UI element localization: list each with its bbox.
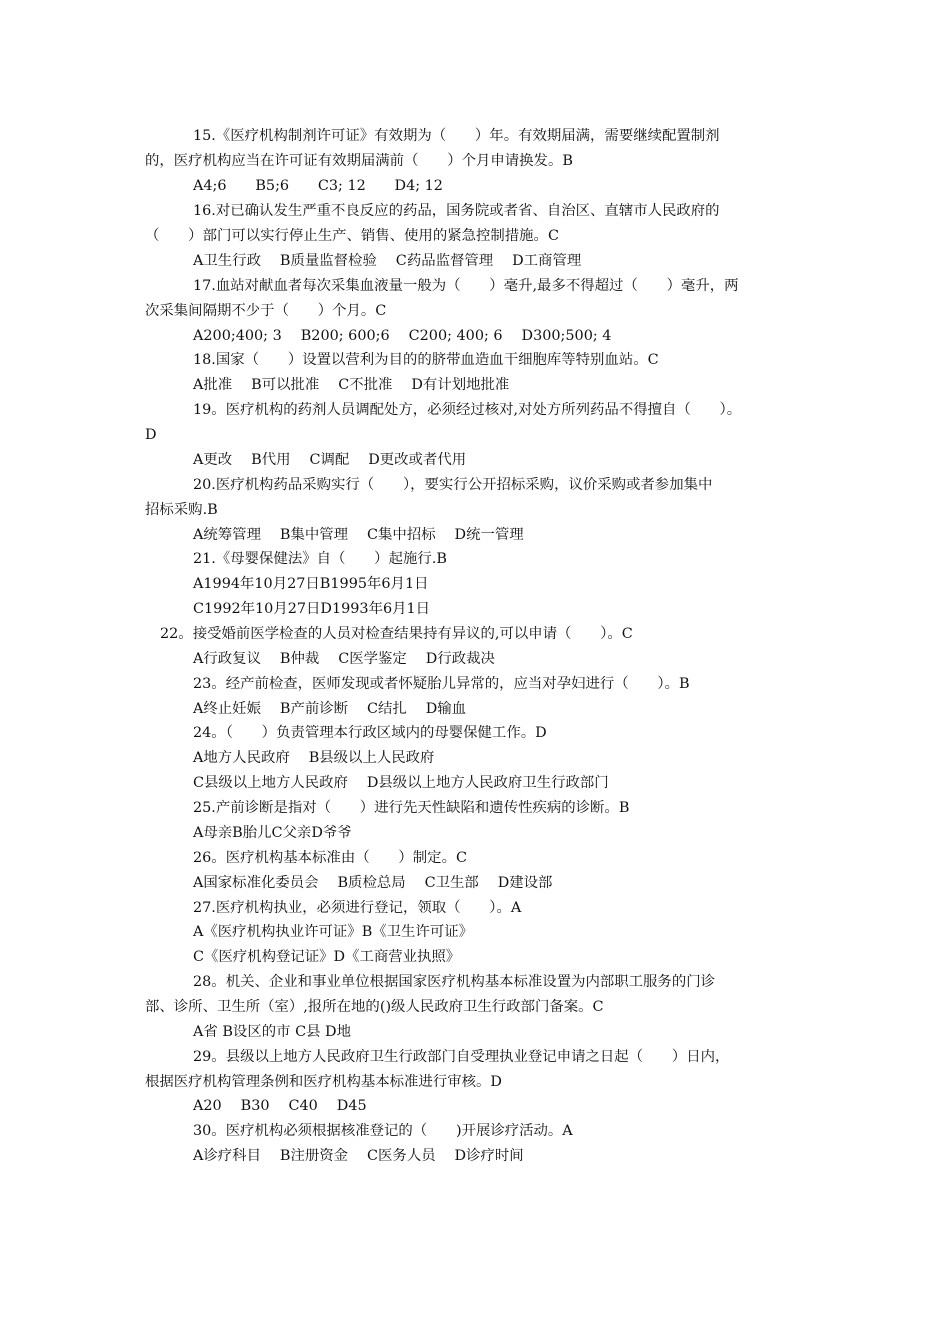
q15-line-1: 15.《医疗机构制剂许可证》有效期为（ ）年。有效期届满，需要继续配置制剂: [193, 128, 720, 144]
q18-line-1: 18.国家（ ）设置以营利为目的的脐带血造血干细胞库等特别血站。C: [193, 352, 659, 368]
q22-line-1: 22。接受婚前医学检查的人员对检查结果持有异议的,可以申请（ ）。C: [160, 626, 633, 642]
q19-options: A更改 B代用 C调配 D更改或者代用: [193, 452, 467, 468]
q30-line-1: 30。医疗机构必须根据核准登记的（ )开展诊疗活动。A: [193, 1123, 573, 1139]
q22-options: A行政复议 B仲裁 C医学鉴定 D行政裁决: [193, 651, 495, 667]
q16-options: A卫生行政 B质量监督检验 C药品监督管理 D工商管理: [193, 253, 582, 269]
q17-line-2: 次采集间隔期不少于（ ）个月。C: [145, 303, 387, 319]
q21-line-1: 21.《母婴保健法》自（ ）起施行.B: [193, 551, 447, 567]
q15-line-2: 的，医疗机构应当在许可证有效期届满前（ ）个月申请换发。B: [145, 153, 573, 169]
q26-line-1: 26。医疗机构基本标准由（ ）制定。C: [193, 850, 467, 866]
q30-options: A诊疗科目 B注册资金 C医务人员 D诊疗时间: [193, 1148, 524, 1164]
q15-options: A4;6 B5;6 C3; 12 D4; 12: [193, 178, 443, 194]
q20-line-1: 20.医疗机构药品采购实行（ ），要实行公开招标采购，议价采购或者参加集中: [193, 477, 713, 493]
q25-line-1: 25.产前诊断是指对（ ）进行先天性缺陷和遗传性疾病的诊断。B: [193, 800, 630, 816]
q28-line-2: 部、诊所、卫生所（室）,报所在地的()级人民政府卫生行政部门备案。C: [145, 999, 604, 1015]
q28-options: A省 B设区的市 C县 D地: [193, 1024, 351, 1040]
q25-options: A母亲B胎儿C父亲D爷爷: [193, 825, 352, 841]
q27-line-1: 27.医疗机构执业，必须进行登记，领取（ ）。A: [193, 900, 522, 916]
q23-line-1: 23。经产前检查，医师发现或者怀疑胎儿异常的，应当对孕妇进行（ ）。B: [193, 676, 690, 692]
q19-line-1: 19。医疗机构的药剂人员调配处方，必须经过核对,对处方所列药品不得擅自（ ）。: [193, 402, 742, 418]
q24-options-1: A地方人民政府 B县级以上人民政府: [193, 750, 435, 766]
q16-line-1: 16.对已确认发生严重不良反应的药品，国务院或者省、自治区、直辖市人民政府的: [193, 203, 720, 219]
q17-options: A200;400; 3 B200; 600;6 C200; 400; 6 D300;500; 4: [193, 328, 612, 344]
q18-options: A批准 B可以批准 C不批准 D有计划地批准: [193, 377, 510, 393]
q19-line-2: D: [145, 427, 157, 443]
q27-options-1: A《医疗机构执业许可证》B《卫生许可证》: [193, 924, 474, 940]
q23-options: A终止妊娠 B产前诊断 C结扎 D输血: [193, 701, 467, 717]
q29-line-1: 29。县级以上地方人民政府卫生行政部门自受理执业登记申请之日起（ ）日内，: [193, 1049, 730, 1065]
q20-line-2: 招标采购.B: [145, 502, 218, 518]
q27-options-2: C《医疗机构登记证》D《工商营业执照》: [193, 949, 461, 965]
q21-options-2: C1992年10月27日D1993年6月1日: [193, 601, 431, 617]
q17-line-1: 17.血站对献血者每次采集血液量一般为（ ）毫升,最多不得超过（ ）毫升，两: [193, 278, 739, 294]
q21-options-1: A1994年10月27日B1995年6月1日: [193, 576, 429, 592]
q28-line-1: 28。机关、企业和事业单位根据国家医疗机构基本标准设置为内部职工服务的门诊: [193, 974, 715, 990]
q24-options-2: C县级以上地方人民政府 D县级以上地方人民政府卫生行政部门: [193, 775, 609, 791]
q20-options: A统筹管理 B集中管理 C集中招标 D统一管理: [193, 527, 524, 543]
q16-line-2: （ ）部门可以实行停止生产、销售、使用的紧急控制措施。C: [145, 228, 559, 244]
q29-options: A20 B30 C40 D45: [193, 1098, 367, 1114]
q24-line-1: 24。（ ）负责管理本行政区域内的母婴保健工作。D: [193, 725, 547, 741]
q26-options: A国家标准化委员会 B质检总局 C卫生部 D建设部: [193, 875, 553, 891]
q29-line-2: 根据医疗机构管理条例和医疗机构基本标准进行审核。D: [145, 1074, 502, 1090]
